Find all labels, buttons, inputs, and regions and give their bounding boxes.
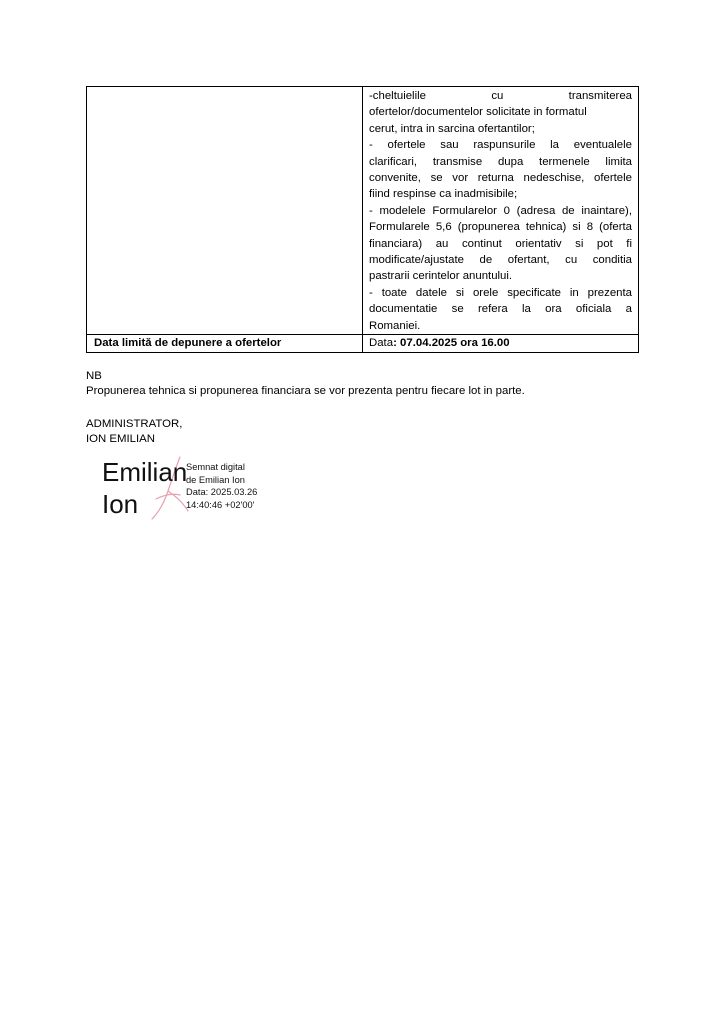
conditions-table xyxy=(86,86,639,353)
digital-signature xyxy=(98,455,278,525)
signature-name-line2: Ion xyxy=(102,489,139,519)
condition-line: pastrarii cerintelor anuntului. xyxy=(369,270,513,283)
condition-line: cerut, intra in sarcina ofertantilor; xyxy=(369,122,535,135)
condition-line: - toate datele si orele specificate in prezenta xyxy=(369,286,632,299)
deadline-prefix: Data xyxy=(369,337,394,350)
signature-name-line1: Emilian xyxy=(102,457,188,487)
nb-text: Propunerea tehnica si propunerea financiara se vor prezenta pentru fiecare lot in parte. xyxy=(86,385,525,397)
condition-line: fiind respinse ca inadmisibile; xyxy=(369,188,518,201)
signatory-role: ADMINISTRATOR, xyxy=(86,418,183,430)
deadline-date: : 07.04.2025 ora 16.00 xyxy=(393,337,510,350)
signature-info xyxy=(186,461,257,511)
condition-line: modificate/ajustate de ofertant, cu conditia xyxy=(369,254,632,267)
condition-line: Formularele 5,6 (propunerea tehnica) si 8 (oferta xyxy=(369,221,632,234)
condition-line: - ofertele sau raspunsurile la eventualele xyxy=(369,139,632,152)
condition-line: clarificari, transmise dupa termenele limita xyxy=(369,155,632,168)
condition-line: -cheltuielile cu transmiterea xyxy=(369,90,632,102)
condition-line: ofertelor/documentelor solicitate in formatul xyxy=(369,106,587,119)
table-row-conditions xyxy=(87,87,639,335)
nb-label: NB xyxy=(86,370,102,382)
signature-info-line: 14:40:46 +02'00' xyxy=(186,499,255,510)
condition-line: Romaniei. xyxy=(369,319,421,332)
deadline-value-cell xyxy=(363,335,639,353)
condition-line: - modelele Formularelor 0 (adresa de inaintare), xyxy=(369,204,632,217)
condition-line: documentatie se refera la ora oficiala a xyxy=(369,303,632,316)
table-row-deadline xyxy=(87,335,639,353)
signatory-name: ION EMILIAN xyxy=(86,433,155,445)
deadline-label: Data limită de depunere a ofertelor xyxy=(87,335,363,353)
condition-line: convenite, se vor returna nedeschise, ofertele xyxy=(369,172,632,185)
conditions-cell xyxy=(363,87,639,335)
signature-info-line: de Emilian Ion xyxy=(186,474,245,485)
table-cell-empty xyxy=(87,87,363,335)
signature-info-line: Data: 2025.03.26 xyxy=(186,487,258,498)
condition-line: financiara) au continut orientativ si pot fi xyxy=(369,237,632,250)
signature-info-line: Semnat digital xyxy=(186,462,245,472)
